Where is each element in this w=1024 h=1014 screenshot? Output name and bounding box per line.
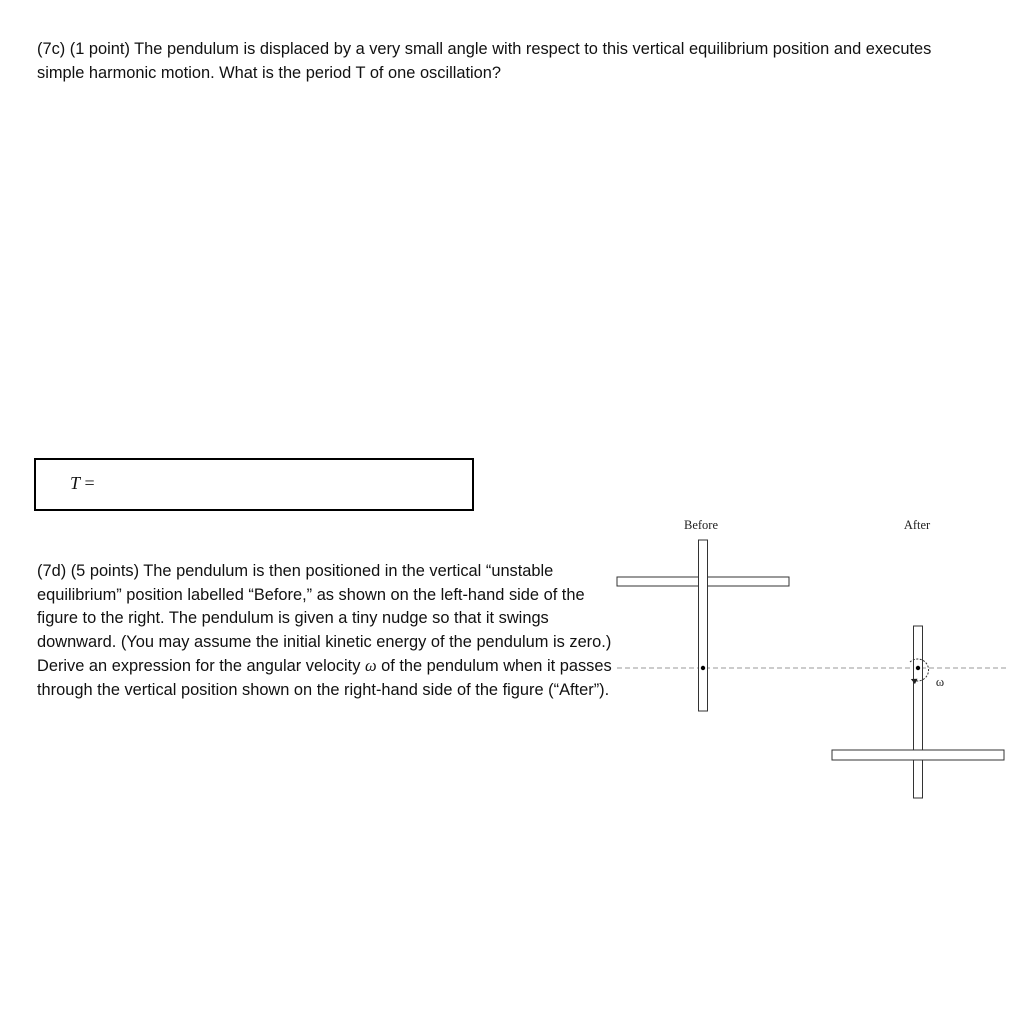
- before-pivot-dot: [701, 666, 705, 670]
- omega-label: ω: [935, 675, 945, 689]
- before-rod: [699, 540, 708, 711]
- after-label: After: [903, 518, 931, 532]
- before-label: Before: [683, 518, 719, 532]
- answer-equals: =: [80, 473, 95, 493]
- after-crossbar: [832, 750, 1004, 760]
- after-rod: [914, 626, 923, 798]
- after-pivot-dot: [916, 666, 920, 670]
- answer-variable: T: [70, 473, 81, 493]
- before-pendulum: [617, 540, 789, 711]
- question-7d-text-part1: (7d) (5 points) The pendulum is then positioned in the vertical “unstable equilibrium” position labelled “Before,” as shown on the left-hand side of the figure to the right. The pendulum is given a tiny nudge so that it swings downward. (You may assume the initial kinetic energy of the pendulum is zero.) Derive an expression for the angular velocity: [37, 562, 612, 676]
- after-pendulum: [832, 626, 1004, 798]
- question-7d-omega: ω: [364, 656, 377, 676]
- question-7c-text: (7c) (1 point) The pendulum is displaced by a very small angle with respect to this vertical equilibrium position and executes simple harmonic motion. What is the period T of one oscillation?: [37, 40, 932, 82]
- question-7d-text-part2: of the pendulum when it passes through the vertical position shown on the right-hand side of the figure (“After”).: [37, 657, 612, 699]
